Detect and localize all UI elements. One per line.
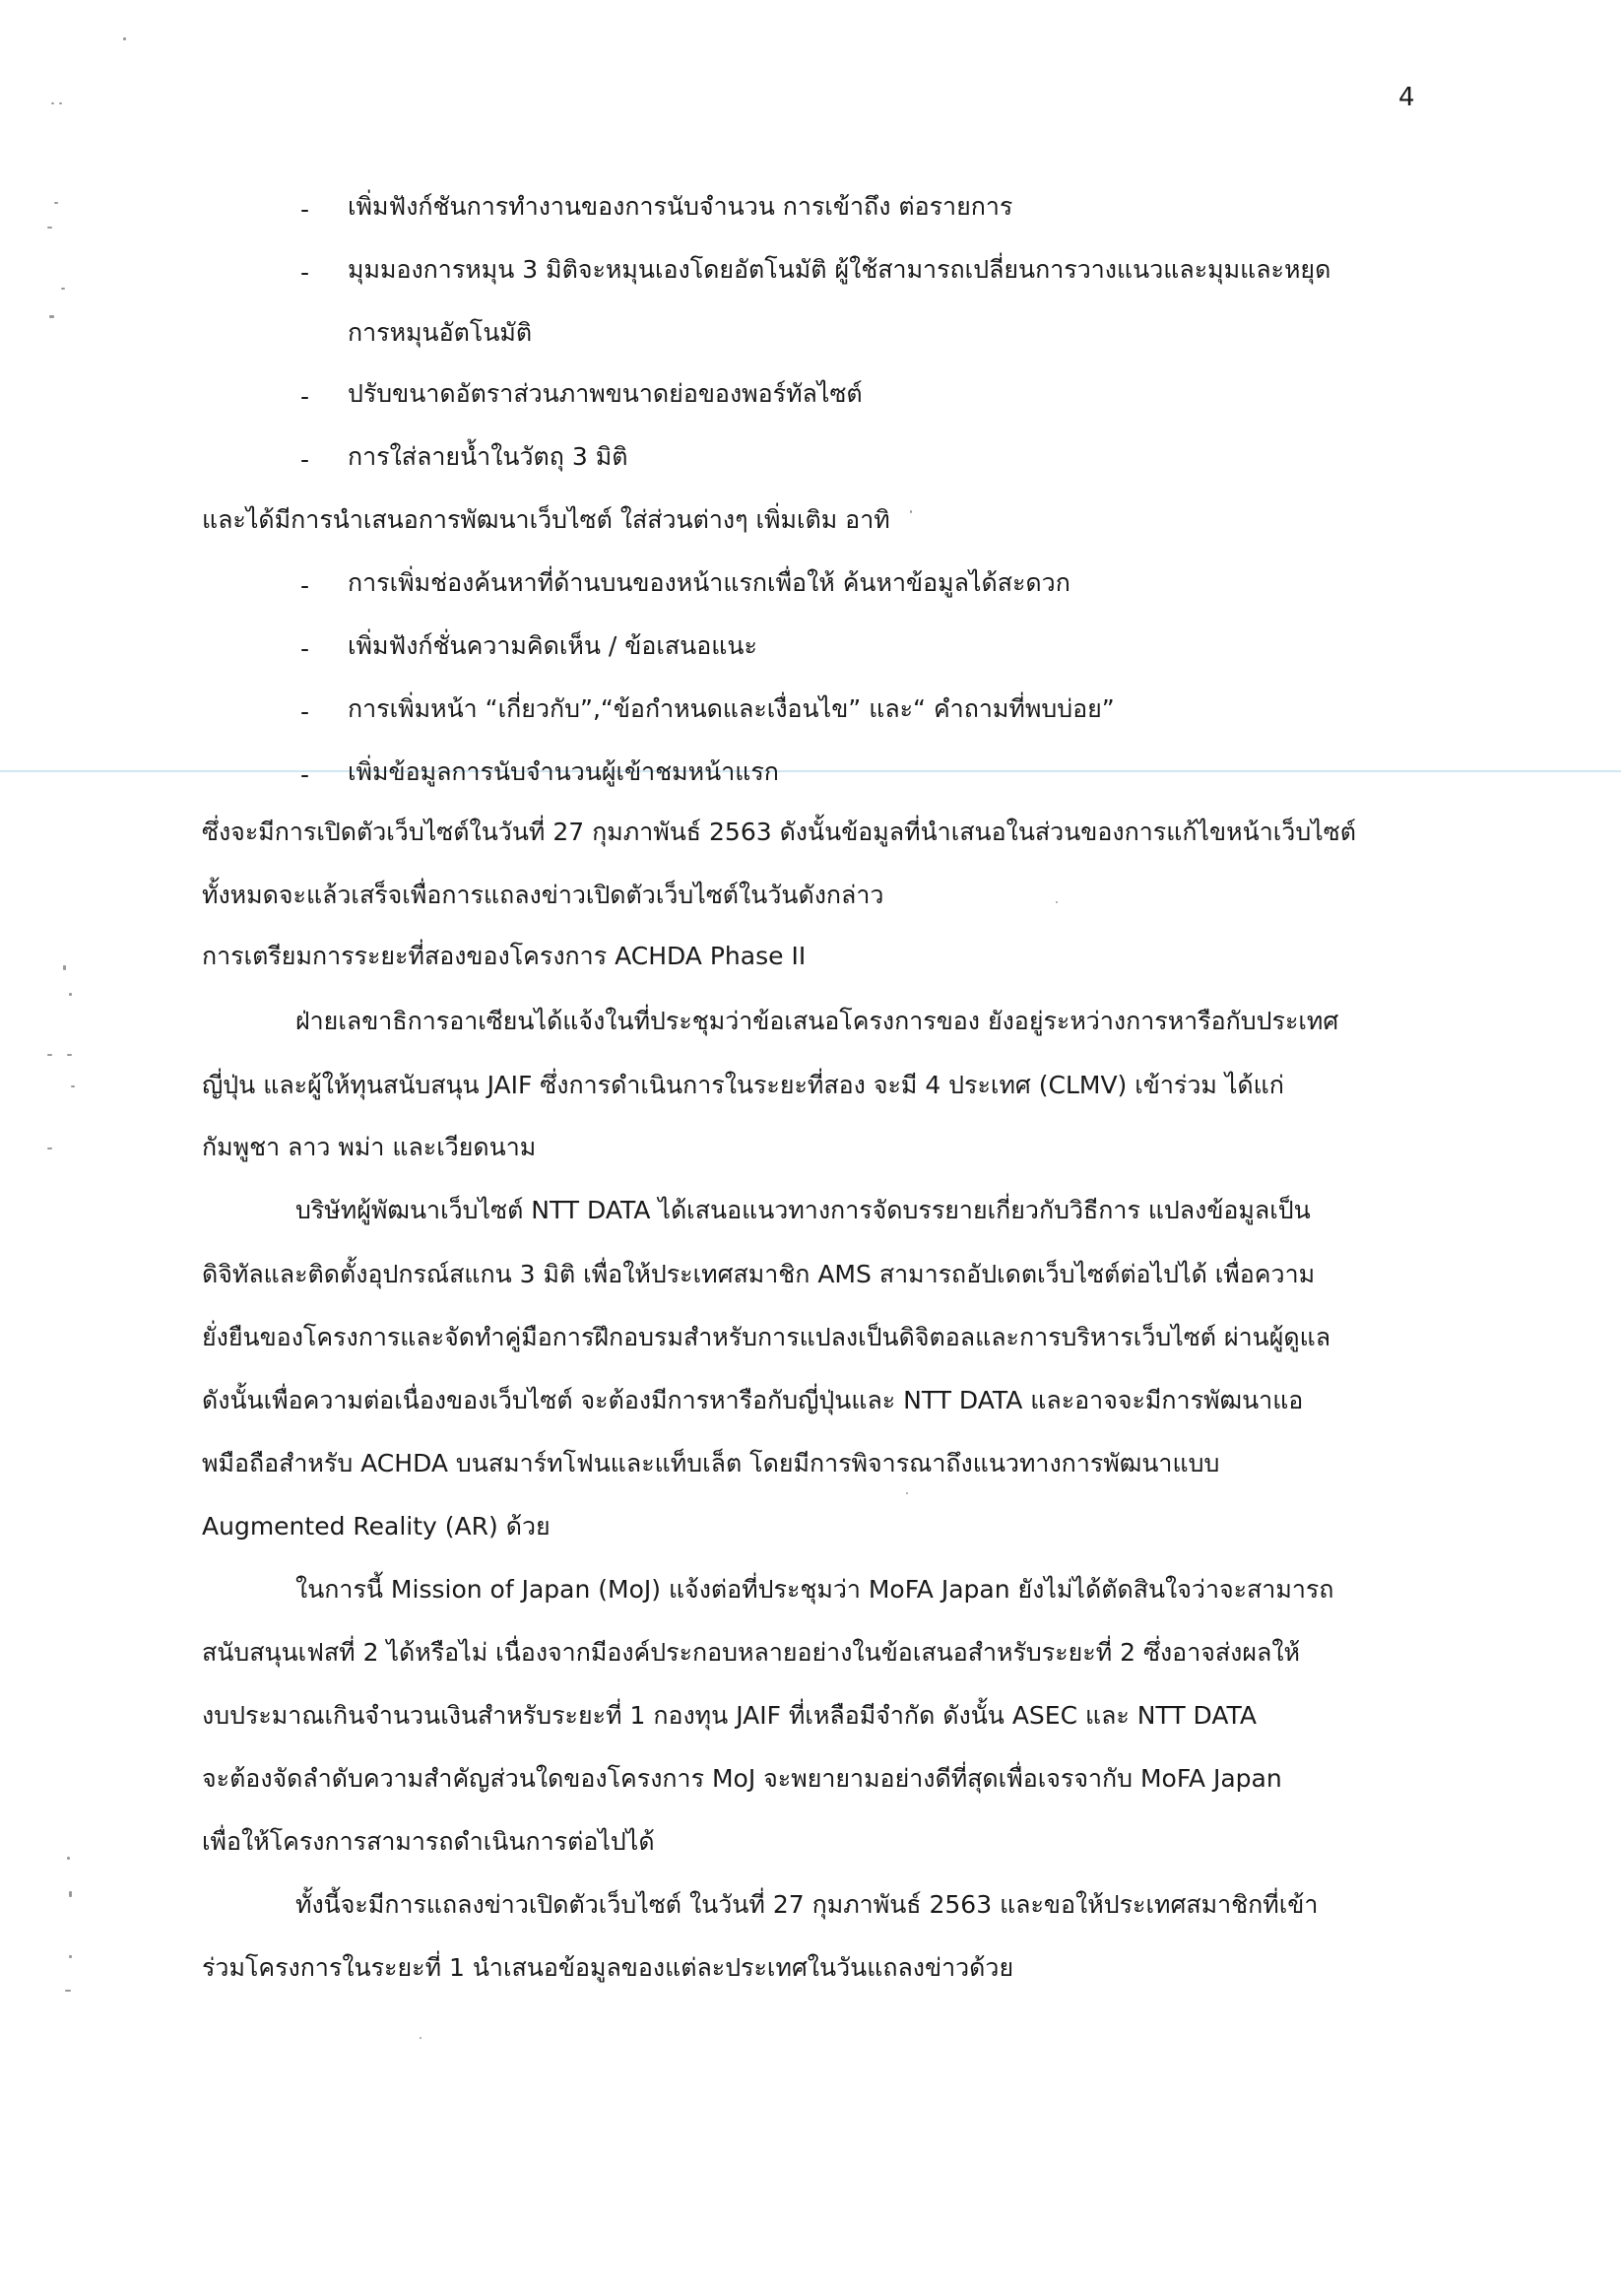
scan-speck xyxy=(49,315,54,318)
scan-speck xyxy=(63,965,66,970)
bullet-dash: - xyxy=(300,445,310,474)
bullet-dash: - xyxy=(300,634,310,663)
scan-speck xyxy=(65,1990,71,1992)
bullet-dash: - xyxy=(300,760,310,789)
paragraph-line: ญี่ปุ่น และผู้ให้ทุนสนับสนุน JAIF ซึ่งการดำเนินการในระยะที่สอง จะมี 4 ประเทศ (CLMV) เข้าร่วม ได้แก่ xyxy=(202,1071,1284,1099)
paragraph-line: ทั้งนี้จะมีการแถลงข่าวเปิดตัวเว็บไซต์ ในวันที่ 27 กุมภาพันธ์ 2563 และขอให้ประเทศสมาชิกที่เข้า xyxy=(295,1890,1319,1919)
scan-speck xyxy=(69,993,72,996)
paragraph-line: บริษัทผู้พัฒนาเว็บไซต์ NTT DATA ได้เสนอแนวทางการจัดบรรยายเกี่ยวกับวิธีการ แปลงข้อมูลเป็น xyxy=(295,1196,1311,1224)
scan-speck xyxy=(47,227,52,229)
scan-speck xyxy=(123,37,126,40)
paragraph-line: ดังนั้นเพื่อความต่อเนื่องของเว็บไซต์ จะต้องมีการหารือกับญี่ปุ่นและ NTT DATA และอาจจะมีการพัฒนาแอ xyxy=(202,1386,1304,1414)
paragraph-line: ดิจิทัลและติดตั้งอุปกรณ์สแกน 3 มิติ เพื่อให้ประเทศสมาชิก AMS สามารถอัปเดตเว็บไซต์ต่อไปได้ เพื่อความ xyxy=(202,1260,1316,1288)
paragraph-line: ยั่งยืนของโครงการและจัดทำคู่มือการฝึกอบรมสำหรับการแปลงเป็นดิจิตอลและการบริหารเว็บไซต์ ผ่านผู้ดูแล xyxy=(202,1323,1331,1351)
page-number: 4 xyxy=(1398,83,1415,112)
paragraph-line: ในการนี้ Mission of Japan (MoJ) แจ้งต่อที่ประชุมว่า MoFA Japan ยังไม่ได้ตัดสินใจว่าจะสามารถ xyxy=(295,1575,1334,1604)
paragraph-line: เพื่อให้โครงการสามารถดำเนินการต่อไปได้ xyxy=(202,1827,655,1856)
bullet-item: การใส่ลายน้ำในวัตถุ 3 มิติ xyxy=(348,442,628,471)
scan-speck xyxy=(47,1054,52,1056)
section-heading: การเตรียมการระยะที่สองของโครงการ ACHDA Phase II xyxy=(202,942,807,970)
bullet-dash: - xyxy=(300,382,310,411)
paragraph-line: จะต้องจัดลำดับความสำคัญส่วนใดของโครงการ MoJ จะพยายามอย่างดีที่สุดเพื่อเจรจากับ MoFA Japan xyxy=(202,1764,1282,1793)
paragraph-line: ร่วมโครงการในระยะที่ 1 นำเสนอข้อมูลของแต่ละประเทศในวันแถลงข่าวด้วย xyxy=(202,1953,1014,1982)
scan-speck xyxy=(67,1857,70,1860)
bullet-dash: - xyxy=(300,258,310,287)
scan-speck xyxy=(61,288,65,290)
paragraph-line: ฝ่ายเลขาธิการอาเซียนได้แจ้งในที่ประชุมว่าข้อเสนอโครงการของ ยังอยู่ระหว่างการหารือกับประเทศ xyxy=(295,1007,1339,1035)
paragraph-line: Augmented Reality (AR) ด้วย xyxy=(202,1512,551,1541)
scan-speck xyxy=(71,1085,75,1087)
scan-speck xyxy=(1056,901,1058,903)
scan-speck xyxy=(51,102,54,104)
paragraph-line: ทั้งหมดจะแล้วเสร็จเพื่อการแถลงข่าวเปิดตัวเว็บไซต์ในวันดังกล่าว xyxy=(202,881,884,909)
paragraph-line: ซึ่งจะมีการเปิดตัวเว็บไซต์ในวันที่ 27 กุมภาพันธ์ 2563 ดังนั้นข้อมูลที่นำเสนอในส่วนของการแก้ไขหน้าเว็บไซต์ xyxy=(202,818,1356,846)
bullet-item-continuation: การหมุนอัตโนมัติ xyxy=(348,318,533,347)
paragraph-line: กัมพูชา ลาว พม่า และเวียดนาม xyxy=(202,1133,537,1161)
bullet-item: เพิ่มข้อมูลการนับจำนวนผู้เข้าชมหน้าแรก xyxy=(348,757,779,786)
bullet-dash: - xyxy=(300,697,310,726)
bullet-item: เพิ่มฟังก์ชันการทำงานของการนับจำนวน การเข้าถึง ต่อรายการ xyxy=(348,192,1013,221)
scan-speck xyxy=(69,1955,72,1958)
bullet-item: เพิ่มฟังก์ชั่นความคิดเห็น / ข้อเสนอแนะ xyxy=(348,631,757,660)
scan-speck xyxy=(59,102,62,104)
paragraph-line: งบประมาณเกินจำนวนเงินสำหรับระยะที่ 1 กองทุน JAIF ที่เหลือมีจำกัด ดังนั้น ASEC และ NTT DATA xyxy=(202,1701,1257,1730)
scan-speck xyxy=(47,1148,52,1149)
bullet-item: ปรับขนาดอัตราส่วนภาพขนาดย่อของพอร์ทัลไซต์ xyxy=(348,379,863,408)
scan-speck xyxy=(420,2037,421,2039)
bullet-item: การเพิ่มช่องค้นหาที่ด้านบนของหน้าแรกเพื่อให้ ค้นหาข้อมูลได้สะดวก xyxy=(348,568,1070,597)
bullet-dash: - xyxy=(300,571,310,600)
paragraph-line: สนับสนุนเฟสที่ 2 ได้หรือไม่ เนื่องจากมีองค์ประกอบหลายอย่างในข้อเสนอสำหรับระยะที่ 2 ซึ่งอาจส่งผลให้ xyxy=(202,1638,1301,1667)
bullet-dash: - xyxy=(300,195,310,224)
bullet-item: มุมมองการหมุน 3 มิติจะหมุนเองโดยอัตโนมัติ ผู้ใช้สามารถเปลี่ยนการวางแนวและมุมและหยุด xyxy=(348,255,1331,284)
bullet-item: การเพิ่มหน้า “เกี่ยวกับ”,“ข้อกำหนดและเงื่อนไข” และ“ คำถามที่พบบ่อย” xyxy=(348,694,1115,723)
scan-speck xyxy=(906,1492,908,1494)
scan-speck xyxy=(69,1891,72,1897)
scan-speck xyxy=(54,202,58,204)
intro-line: และได้มีการนำเสนอการพัฒนาเว็บไซต์ ใส่ส่วนต่างๆ เพิ่มเติม อาทิ xyxy=(202,505,890,534)
scan-speck xyxy=(910,510,912,513)
scan-speck xyxy=(67,1054,72,1056)
paragraph-line: พมือถือสำหรับ ACHDA บนสมาร์ทโฟนและแท็บเล็ต โดยมีการพิจารณาถึงแนวทางการพัฒนาแบบ xyxy=(202,1449,1220,1477)
scan-artifact-line xyxy=(0,770,1621,772)
